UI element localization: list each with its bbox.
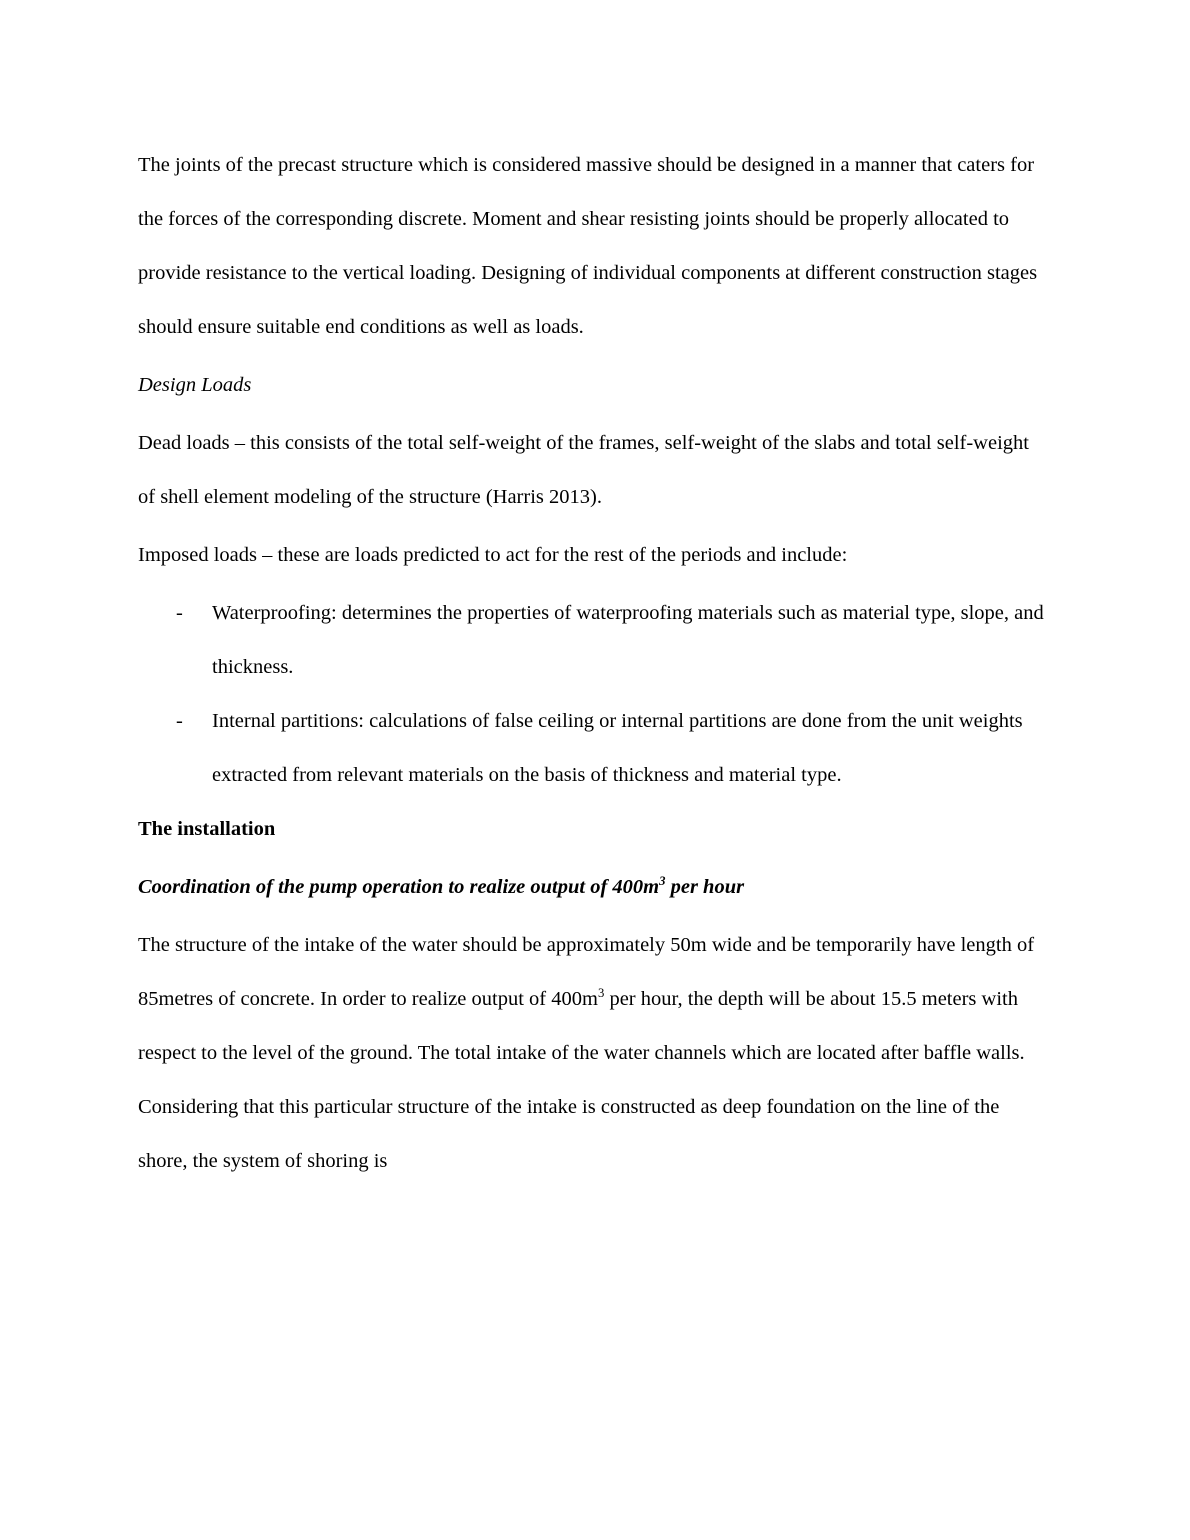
heading-pump-coordination-superscript: 3 [659, 874, 666, 889]
list-item [138, 694, 1050, 802]
heading-the-installation: The installation [138, 818, 276, 840]
list-bullet-marker: - [176, 710, 183, 732]
heading-design-loads: Design Loads [138, 374, 252, 396]
paragraph-intake-text-2: per hour, the depth will be about 15.5 meters with respect to the level of the ground. The total intake of the water channels which are located after baffle walls. Considering that this particular structure of the intake is constructed as deep foundation on the line of the shore, the system of shoring is [138, 988, 1025, 1172]
heading-pump-coordination-text-2: per hour [665, 876, 745, 898]
paragraph-intake-text-1: The structure of the intake of the water should be approximately 50m wide and be temporarily have length of 85metres of concrete. In order to realize output of 400m [138, 934, 1035, 1010]
list-bullet-marker: - [176, 602, 183, 624]
list-item-text: Internal partitions: calculations of false ceiling or internal partitions are done from the unit weights extracted from relevant materials on the basis of thickness and material type. [212, 710, 1023, 786]
paragraph-imposed-loads: Imposed loads – these are loads predicted to act for the rest of the periods and include: [138, 544, 848, 566]
paragraph-intake-superscript: 3 [597, 986, 605, 1001]
list-item-text: Waterproofing: determines the properties of waterproofing materials such as material type, slope, and thickness. [212, 602, 1044, 678]
paragraph-intake-structure [138, 918, 1050, 1188]
list-item [138, 586, 1050, 694]
imposed-loads-list [138, 586, 1050, 802]
heading-pump-coordination [138, 860, 1050, 914]
paragraph-dead-loads: Dead loads – this consists of the total self-weight of the frames, self-weight of the slabs and total self-weight of shell element modeling of the structure (Harris 2013). [138, 432, 1029, 508]
paragraph-precast-joints: The joints of the precast structure which is considered massive should be designed in a manner that caters for the forces of the corresponding discrete. Moment and shear resisting joints should be properly allocated to provide resistance to the vertical loading. Designing of individual components at different construction stages should ensure suitable end conditions as well as loads. [138, 154, 1038, 338]
heading-pump-coordination-text-1: Coordination of the pump operation to realize output of 400m [138, 876, 660, 898]
